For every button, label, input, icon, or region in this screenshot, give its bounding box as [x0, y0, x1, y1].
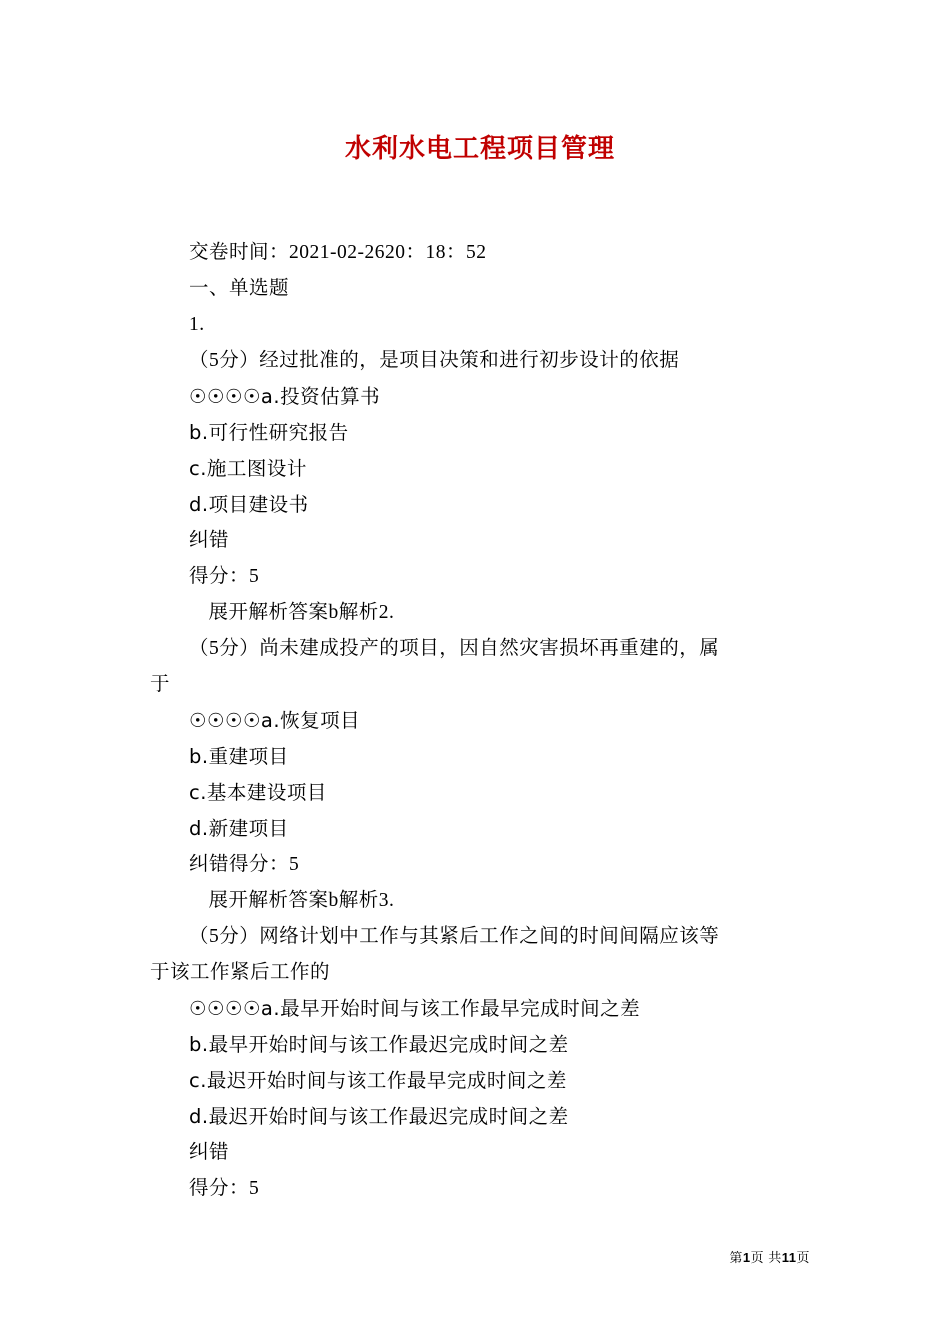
option-a[interactable]: ☉☉☉☉a.最早开始时间与该工作最早完成时间之差 — [189, 997, 641, 1020]
option-c[interactable]: c.基本建设项目 — [189, 781, 327, 804]
option-c[interactable]: c.最迟开始时间与该工作最早完成时间之差 — [189, 1069, 567, 1092]
question-stem: （5分）经过批准的，是项目决策和进行初步设计的依据 — [189, 350, 680, 371]
question-number: 1. — [189, 314, 205, 335]
option-d[interactable]: d.新建项目 — [189, 817, 289, 840]
correction-link[interactable]: 纠错得分：5 — [189, 854, 300, 875]
question-stem-continued: 于 — [150, 674, 171, 695]
footer-prefix: 第 — [729, 1250, 743, 1265]
option-b[interactable]: b.重建项目 — [189, 745, 289, 768]
footer-page-number: 1 — [742, 1250, 751, 1265]
page-footer — [729, 1247, 810, 1266]
option-d[interactable]: d.最迟开始时间与该工作最迟完成时间之差 — [189, 1105, 569, 1128]
page-title: 水利水电工程项目管理 — [344, 133, 615, 163]
footer-suffix: 页 — [796, 1250, 810, 1265]
document-body — [150, 235, 810, 1207]
score-text: 得分：5 — [189, 566, 260, 587]
correction-link[interactable]: 纠错 — [189, 1142, 230, 1163]
footer-total-pages: 11 — [781, 1250, 797, 1265]
question-stem: （5分）网络计划中工作与其紧后工作之间的时间间隔应该等 — [189, 926, 720, 947]
option-d[interactable]: d.项目建设书 — [189, 493, 309, 516]
submit-time: 交卷时间：2021-02-2620：18：52 — [189, 242, 487, 263]
section-heading: 一、单选题 — [189, 278, 290, 299]
option-a[interactable]: ☉☉☉☉a.恢复项目 — [189, 709, 361, 732]
analysis-link[interactable]: 展开解析答案b解析2. — [208, 602, 395, 623]
analysis-link[interactable]: 展开解析答案b解析3. — [208, 890, 395, 911]
option-c[interactable]: c.施工图设计 — [189, 457, 307, 480]
option-b[interactable]: b.最早开始时间与该工作最迟完成时间之差 — [189, 1033, 569, 1056]
question-stem-continued: 于该工作紧后工作的 — [150, 962, 331, 983]
option-b[interactable]: b.可行性研究报告 — [189, 421, 349, 444]
question-stem: （5分）尚未建成投产的项目，因自然灾害损坏再重建的，属 — [189, 638, 720, 659]
score-text: 得分：5 — [189, 1178, 260, 1199]
option-a[interactable]: ☉☉☉☉a.投资估算书 — [189, 385, 381, 408]
correction-link[interactable]: 纠错 — [189, 530, 230, 551]
footer-middle: 页 共 — [750, 1250, 782, 1265]
